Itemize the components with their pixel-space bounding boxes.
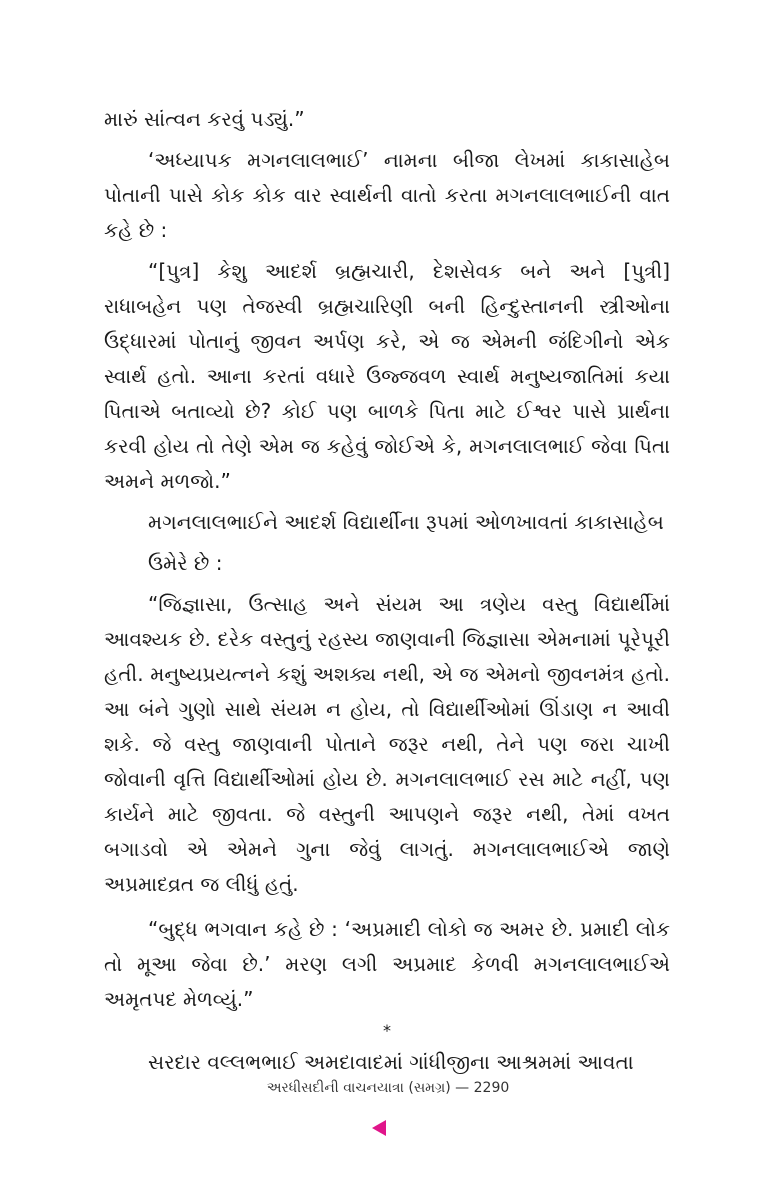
paragraph-1: મારું સાંત્વન કરવું પડ્યું.” bbox=[104, 107, 305, 131]
paragraph-5: “જિજ્ઞાસા, ઉત્સાહ અને સંયમ આ ત્રણેય વસ્તુ વિદ્યાર્થીમાં આવશ્યક છે. દરેક વસ્તુનું રહસ્ય જાણવાની જિજ્ઞાસા એમનામાં પૂરેપૂરી હતી. મનુષ્યપ્રયત્નને કશું અશક્ય નથી, એ જ એમનો જીવનમંત્ર હતો. આ બંને ગુણો સાથે સંયમ ન હોય, તો વિદ્યાર્થીઓમાં ઊંડાણ ન આવી શકે. જે વસ્તુ જાણવાની પોતાને જરૂર નથી, તેને પણ જરા ચાખી જોવાની વૃત્તિ વિદ્યાર્થીઓમાં હોય છે. મગનલાલભાઈ રસ માટે નહીં, પણ કાર્યને માટે જીવતા. જે વસ્તુની આપણને જરૂર નથી, તેમાં વખત બગાડવો એ એમને ગુના જેવું લાગતું. મગનલાલભાઈએ જાણે અપ્રમાદવ્રત જ લીધું હતું. bbox=[104, 592, 670, 896]
paragraph-3: “[પુત્ર] કેશુ આદર્શ બ્રહ્મચારી, દેશસેવક બને અને [પુત્રી] રાધાબહેન પણ તેજસ્વી બ્રહ્મચારિણી બની હિન્દુસ્તાનની સ્ત્રીઓના ઉદ્ધારમાં પોતાનું જીવન અર્પણ કરે, એ જ એમની જંદિગીનો એક સ્વાર્થ હતો. આના કરતાં વધારે ઉજ્જવળ સ્વાર્થ મનુષ્યજાતિમાં કયા પિતાએ બતાવ્યો છે? કોઈ પણ બાળકે પિતા માટે ઈશ્વર પાસે પ્રાર્થના કરવી હોય તો તેણે એમ જ કહેવું જોઈએ કે, મગનલાલભાઈ જેવા પિતા અમને મળજો.” bbox=[104, 259, 670, 493]
paragraph-4-line-1: મગનલાલભાઈને આદર્શ વિદ્યાર્થીના રૂપમાં ઓળખાવતાં કાકાસાહેબ bbox=[148, 510, 664, 534]
paragraph-4-line-2: ઉમેરે છે : bbox=[148, 551, 223, 575]
paragraph-6: “બુદ્ધ ભગવાન કહે છે : ‘અપ્રમાદી લોકો જ અમર છે. પ્રમાદી લોક તો મૂઆ જેવા છે.’ મરણ લગી અપ્રમાદ કેળવી મગનલાલભાઈએ અમૃતપદ મેળવ્યું.” bbox=[104, 917, 670, 1011]
section-separator: * bbox=[383, 1021, 391, 1040]
paragraph-7: સરદાર વલ્લભભાઈ અમદાવાદમાં ગાંધીજીના આશ્રમમાં આવતા bbox=[148, 1050, 634, 1074]
paragraph-2: ‘અધ્યાપક મગનલાલભાઈ’ નામના બીજા લેખમાં કાકાસાહેબ પોતાની પાસે કોક કોક વાર સ્વાર્થની વાતો કરતા મગનલાલભાઈની વાત કહે છે : bbox=[104, 148, 670, 242]
previous-page-arrow-icon[interactable] bbox=[372, 1120, 386, 1136]
page-body bbox=[104, 102, 670, 1080]
page-footer: અરધીસદીની વાચનયાત્રા (સમગ્ર) — 2290 bbox=[266, 1080, 510, 1096]
